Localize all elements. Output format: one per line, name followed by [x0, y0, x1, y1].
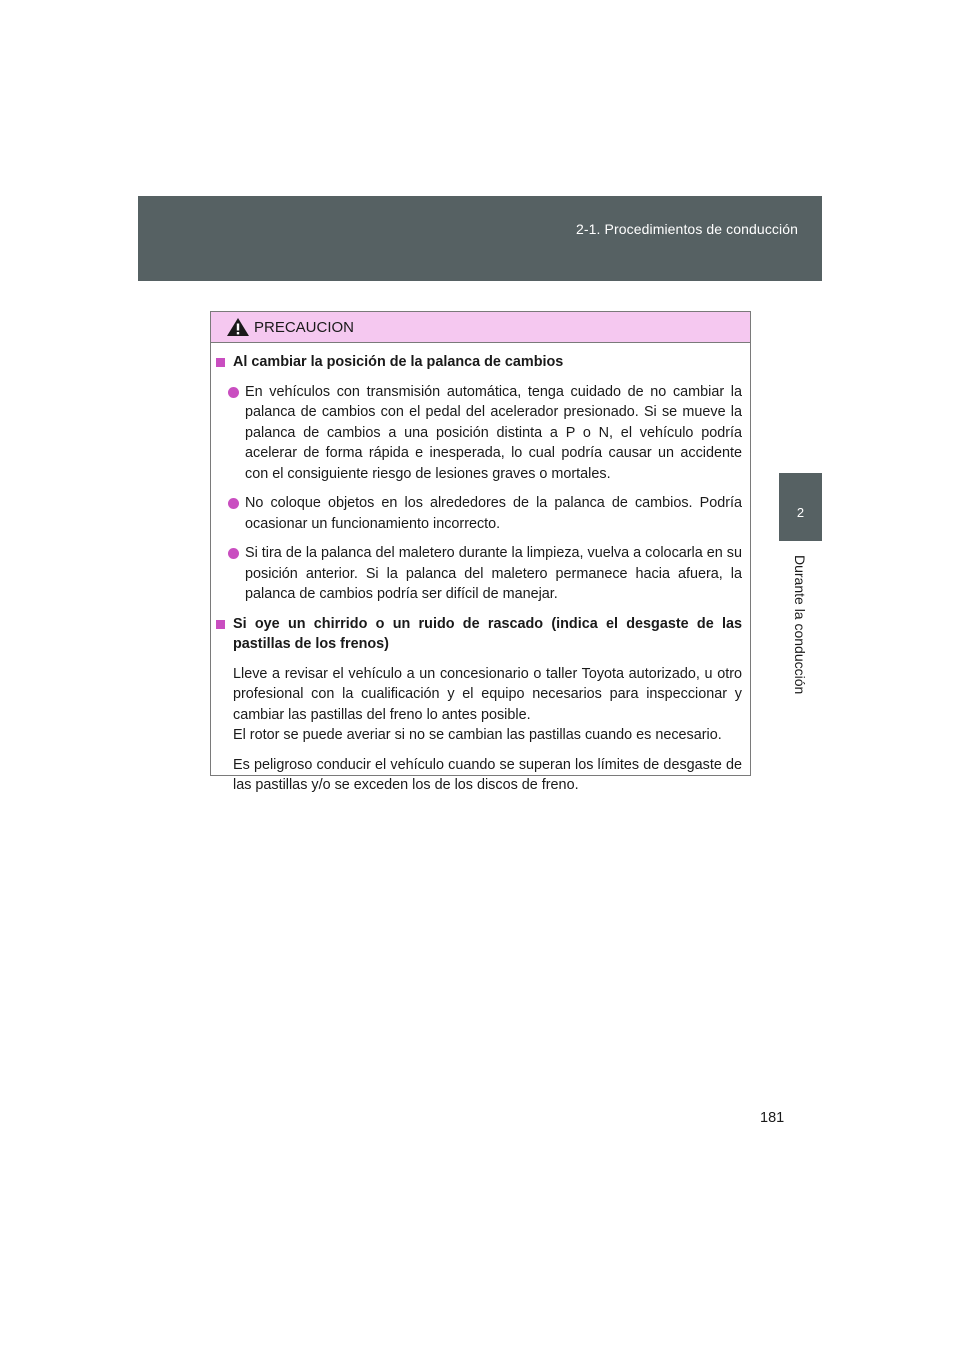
- list-item-text: En vehículos con transmisión automática, tenga cuidado de no cambiar la palanca de cambios con el pedal del acelerador presionado. Si se mueve la palanca de cambios a una posición distinta a P o N, el vehículo podría acelerar de forma rápida e inesperada, lo cual podría causar un accidente con el consiguiente riesgo de lesiones graves o mortales.: [245, 383, 742, 482]
- list-item: [216, 382, 742, 485]
- list-item-text: No coloque objetos en los alrededores de la palanca de cambios. Podría ocasionar un funcionamiento incorrecto.: [245, 495, 742, 532]
- list-item: [216, 493, 742, 534]
- section-title: 2-1. Procedimientos de conducción: [576, 221, 798, 237]
- section-heading-text: Al cambiar la posición de la palanca de cambios: [233, 354, 564, 370]
- chapter-tab: [779, 473, 822, 541]
- paragraph: [216, 664, 742, 746]
- section-heading-brake-pads: [216, 614, 742, 655]
- section-header-band: [138, 196, 822, 281]
- square-bullet-icon: [216, 358, 229, 367]
- caution-header: [211, 312, 750, 343]
- paragraph-text: Lleve a revisar el vehículo a un concesionario o taller Toyota autorizado, u otro profesional con la cualificación y el equipo necesarios para inspeccionar y cambiar las pastillas del freno lo antes posible.: [233, 665, 742, 723]
- caution-title: PRECAUCION: [254, 319, 355, 336]
- round-bullet-icon: [228, 543, 245, 605]
- section-heading-gear-lever: [216, 352, 742, 373]
- round-bullet-icon: [228, 382, 245, 485]
- section-heading-text: Si oye un chirrido o un ruido de rascado (indica el desgaste de las pastillas de los frenos): [233, 615, 742, 652]
- caution-box: [210, 311, 751, 793]
- round-bullet-icon: [228, 493, 245, 534]
- list-item-text: Si tira de la palanca del maletero durante la limpieza, vuelva a colocarla en su posición anterior. Si la palanca del maletero permanece hacia afuera, la palanca de cambios podría ser difícil de manejar.: [245, 545, 742, 602]
- list-item: [216, 543, 742, 605]
- chapter-label: Durante la conducción: [792, 555, 808, 695]
- paragraph-text: El rotor se puede averiar si no se cambian las pastillas cuando es necesario.: [233, 727, 722, 743]
- page-number: 181: [760, 1110, 785, 1126]
- caution-body: [211, 343, 750, 796]
- warning-triangle-icon: [226, 317, 250, 337]
- square-bullet-icon: [216, 620, 229, 629]
- paragraph: [216, 755, 742, 796]
- chapter-number: 2: [796, 505, 805, 520]
- paragraph-text: Es peligroso conducir el vehículo cuando se superan los límites de desgaste de las pastillas y/o se exceden los de los discos de freno.: [233, 756, 742, 793]
